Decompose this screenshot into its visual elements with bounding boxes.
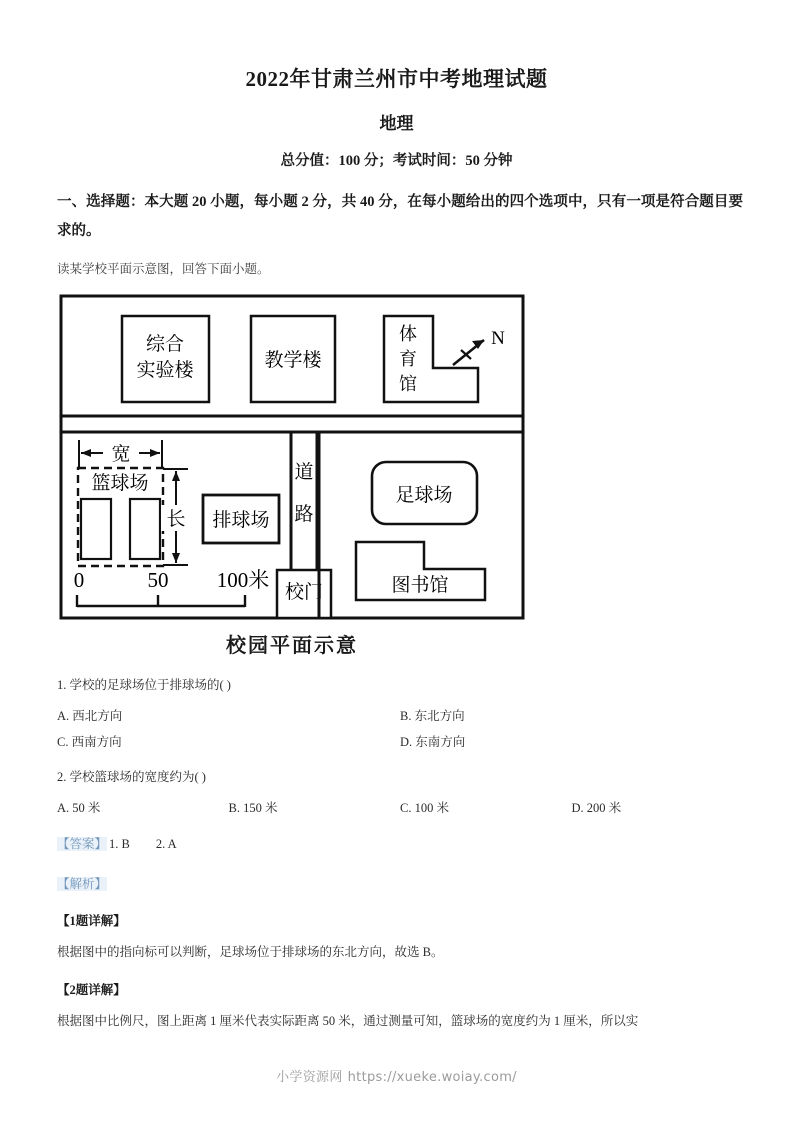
volleyball-label: 排球场 [212,510,270,531]
option-key: A. [57,709,70,723]
watermark-url: https://xueke.woiay.com/ [347,1070,517,1085]
basketball-court-1 [81,499,111,559]
library-label: 图书馆 [391,575,449,596]
question-2-options-row [57,798,743,816]
option-text: 西南方向 [71,735,122,749]
building-gym-char3: 馆 [399,374,417,394]
option-text: 东南方向 [415,735,466,749]
detail-1-heading: 【1题详解】 [57,914,126,928]
page-title: 2022年甘肃兰州市中考地理试题 [245,67,548,91]
question-2-option-b[interactable] [229,798,401,816]
length-label: 长 [166,509,186,530]
option-text: 西北方向 [72,709,123,723]
question-1-options-row-2 [57,732,743,750]
figure-caption: 校园平面示意 [226,635,358,657]
answer-line [57,832,743,856]
question-2-option-a[interactable] [57,798,229,816]
subject-title: 地理 [379,114,414,133]
question-1-stem [57,672,743,698]
option-text: 50 米 [72,801,101,815]
option-key: C. [57,735,69,749]
watermark [0,1066,793,1085]
option-key: D. [571,801,584,815]
building-lab-label-line2: 实验楼 [136,360,194,381]
question-1-option-a[interactable] [57,706,400,724]
option-text: 100 米 [414,801,449,815]
scale-tick-100: 100米 [216,568,270,592]
building-lab [122,316,209,402]
north-label: N [491,328,505,349]
question-1-option-b[interactable] [400,706,743,724]
detail-2-heading: 【2题详解】 [57,983,126,997]
building-lab-label-line1: 综合 [145,334,185,355]
option-key: D. [400,735,413,749]
option-text: 150 米 [243,801,278,815]
content-area [0,188,793,1034]
question-2-option-c[interactable] [400,798,572,816]
watermark-site: 小学资源网 [276,1070,343,1085]
option-key: C. [400,801,412,815]
question-1-option-d[interactable] [400,732,743,750]
lead-in-text: 读某学校平面示意图，回答下面小题。 [57,262,270,276]
detail-2-body: 根据图中比例尺，图上距离 1 厘米代表实际距离 50 米，通过测量可知，篮球场的宽度约为 1 厘米，所以实 [57,1014,639,1028]
basketball-court-2 [130,499,160,559]
width-label: 宽 [111,444,131,465]
exam-meta: 总分值：100 分；考试时间：50 分钟 [280,153,513,169]
answer-tag: 【答案】 [57,837,108,851]
analysis-tag: 【解析】 [57,877,108,891]
question-1-options-row-1 [57,706,743,724]
detail-1-body: 根据图中的指向标可以判断，足球场位于排球场的东北方向，故选 B。 [57,945,444,959]
scale-tick-0: 0 [73,568,85,592]
option-text: 东北方向 [414,709,465,723]
answer-2: 2. A [155,837,177,851]
road-label-char1: 道 [294,462,314,483]
question-2-option-d[interactable] [572,798,744,816]
school-gate-label: 校门 [284,582,324,603]
option-key: A. [57,801,70,815]
building-teaching-label: 教学楼 [264,350,322,371]
question-1-number: 1. [57,678,67,692]
question-2-stem [57,764,743,790]
section-heading: 一、选择题：本大题 20 小题，每小题 2 分，共 40 分，在每小题给出的四个选项中，只有一项是符合题目要求的。 [57,194,743,239]
road-label-char2: 路 [294,504,314,525]
question-1-text: 学校的足球场位于排球场的( ) [69,678,231,692]
building-gym-char2: 育 [399,349,417,369]
question-2-number: 2. [57,770,67,784]
school-map-svg [57,292,527,622]
football-label: 足球场 [395,485,453,506]
school-map-figure [57,292,743,658]
scale-tick-50: 50 [147,568,169,592]
building-gym-char1: 体 [399,324,417,344]
answer-1: 1. B [109,837,130,851]
question-1-option-c[interactable] [57,732,400,750]
question-2-text: 学校篮球场的宽度约为( ) [69,770,206,784]
analysis-line [57,872,743,896]
option-key: B. [228,801,240,815]
option-key: B. [400,709,412,723]
basketball-label: 篮球场 [91,473,149,494]
option-text: 200 米 [586,801,622,815]
